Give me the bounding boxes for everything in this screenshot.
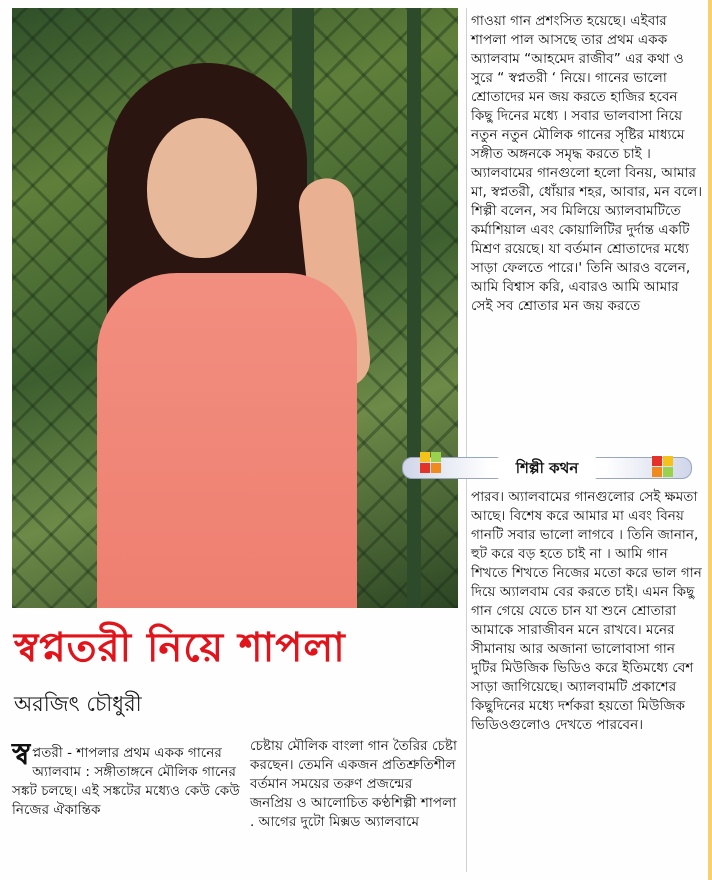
decorative-squares-icon [420,452,442,474]
decorative-squares-icon [652,456,674,478]
dropcap: স্ব [12,737,31,772]
intro-paragraph [12,737,248,820]
article-column-middle [250,737,458,832]
portrait-photo [12,8,458,608]
article-column-left [12,737,248,820]
headline: স্বপ্নতরী নিয়ে শাপলা [14,625,346,671]
byline: অরজিৎ চৌধুরী [14,692,142,716]
face-shape [147,118,257,258]
section-label: শিল্পী কথন [492,456,602,480]
paragraph: চেষ্টায় মৌলিক বাংলা গান তৈরির চেষ্টা করছেন। তেমনি একজন প্রতিশ্রুতিশীল বর্তমান সময়ের তরুণ প্রজন্মের জনপ্রিয় ও আলোচিত কণ্ঠশিল্পী শাপলা . আগের দুটো মিক্সড অ্যালবামে [250,738,457,830]
intro-text: প্নতরী - শাপলার প্রথম একক গানের অ্যালবাম : সঙ্গীতাঙ্গনে মৌলিক গানের সঙ্কট চলছে। এই সঙ্কটের মধ্যেও কেউ কেউ নিজের ঐকান্তিক [12,745,240,818]
section-ribbon [402,450,692,486]
paragraph: গাওয়া গান প্রশংসিত হয়েছে। এইবার শাপলা পাল আসছে তার প্রথম একক অ্যালবাম “আহমেদ রাজীব” এর কথা ও সুরে “ স্বপ্নতরী ‘ নিয়ে। গানের ভালো শ্রোতাদের মন জয় করতে হাজির হবেন কিছু দিনের মধ্যে । সবার ভালবাসা নিয়ে নতুন নতুন মৌলিক গানের সৃষ্টির মাধ্যমে সঙ্গীত অঙ্গনকে সমৃদ্ধ করতে চাই । অ্যালবামের গানগুলো হলো বিনয়, আমার মা, স্বপ্নতরী, ধোঁয়ার শহর, আবার, মন বলে। শিল্পী বলেন, সব মিলিয়ে অ্যালবামটিতে কর্মাশিয়াল এবং কোয়ালিটির দুর্দান্ত একটি মিশ্রণ রয়েছে। যা বর্তমান শ্রোতাদের মধ্যে সাড়া ফেলতে পারে।' তিনি আরও বলেন, আমি বিশ্বাস করি, এবারও আমি আমার সেই সব শ্রোতার মন জয় করতে [471,13,703,314]
paragraph: পারব। অ্যালবামের গানগুলোর সেই ক্ষমতা আছে। বিশেষ করে আমার মা এবং বিনয় গানটি সবার ভালো লাগবে । তিনি জানান, হুট করে বড় হতে চাই না । আমি গান শিখতে শিখতে নিজের মতো করে ভাল গান দিয়ে অ্যালবাম বের করতে চাই। এমন কিছু গান গেয়ে যেতে চান যা শুনে শ্রোতারা আমাকে সারাজীবন মনে রাখবে। মনের সীমানায় আর অজানা ভালোবাসা গান দুটির মিউজিক ভিডিও করে ইতিমধ্যে বেশ সাড়া জাগিয়েছে। অ্যালবামটি প্রকাশের কিছুদিনের মধ্যে দর্শকরা হয়তো মিউজিক ভিডিওগুলোও দেখতে পারবেন। [471,489,702,733]
article-column-right-top [471,12,703,316]
page-edge [708,0,712,880]
article-column-right-bottom [471,488,703,735]
fence-pole [407,8,421,608]
shirt-shape [97,273,357,608]
column-separator [466,8,467,872]
